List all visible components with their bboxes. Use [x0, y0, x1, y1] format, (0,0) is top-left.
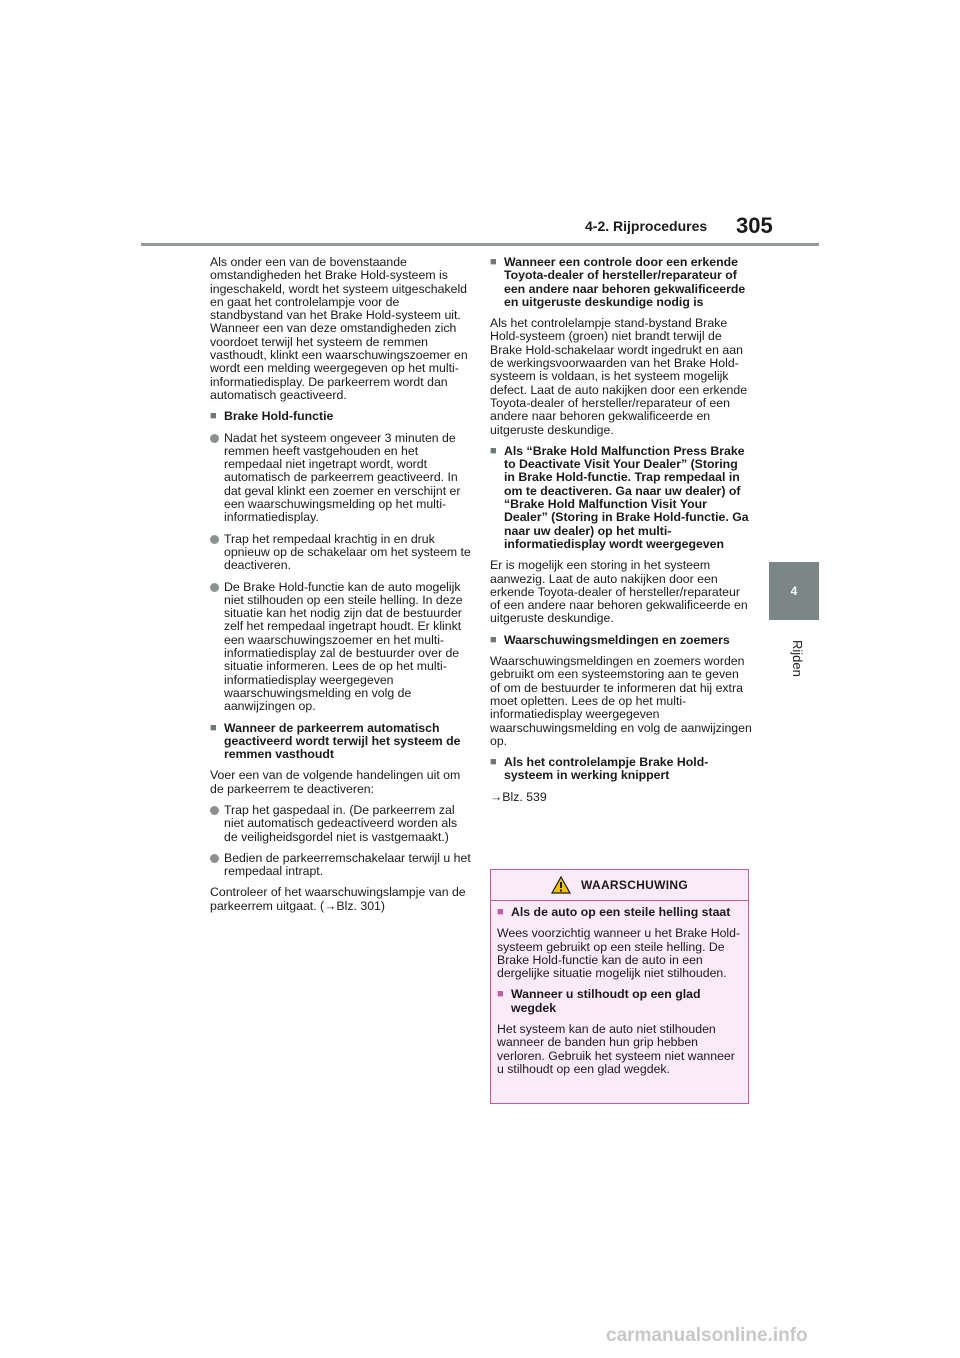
list-item-text: De Brake Hold-functie kan de auto mogelijk niet stilhouden op een steile helling. In deze situatie kan het nodig zijn dat de bestuurder zelf het rempedaal ingetrapt houdt. Er klinkt een waarschuwingszoemer en het multi-informatiedisplay zal de bestuurder over de situatie informeren. Lees de op het multi-informatiedisplay weergegeven waarschuwingsmelding en volg de aanwijzingen op.	[224, 579, 463, 714]
heading-text: Wanneer u stilhoudt op een glad wegdek	[511, 987, 701, 1015]
left-column	[210, 256, 472, 921]
heading-text: Als “Brake Hold Malfunction Press Brake to Deactivate Visit Your Dealer” (Storing in Brake Hold-functie. Trap rempedaal in om te deactiveren. Ga naar uw dealer) of “Brake Hold Malfunction Visit Your Dealer” (Storing in Brake Hold-functie. Ga naar uw dealer) op het multi-informatiedisplay wordt weergegeven	[504, 443, 749, 551]
section-heading	[490, 445, 752, 551]
list-item-text: Trap het gaspedaal in. (De parkeerrem zal niet automatisch gedeactiveerd worden als de veiligheidsgordel niet is vastgemaakt.)	[224, 802, 458, 844]
bullet-dot-icon	[210, 581, 224, 714]
section-heading	[210, 410, 472, 423]
page-reference-paragraph: Controleer of het waarschuwingslampje van de parkeerrem uitgaat. (→Blz. 301)	[210, 885, 466, 913]
intro-paragraph: Als onder een van de bovenstaande omstandigheden het Brake Hold-systeem is ingeschakeld, wordt het systeem uitgeschakeld en gaat het controlelampje voor de standbystand van het Brake Hold-systeem uit. Wanneer een van deze omstandigheden zich voordoet terwijl het systeem de remmen vasthoudt, klinkt een waarschuwingszoemer en wordt een melding weergegeven op het multi-informatiedisplay. De parkeerrem wordt dan automatisch geactiveerd.	[210, 255, 468, 402]
square-bullet-icon: ■	[490, 444, 497, 457]
section-paragraph: Waarschuwingsmeldingen en zoemers worden gebruikt om een systeemstoring aan te geven of om de bestuurder te informeren dat hij extra moet opletten. Lees de op het multi-informatiedisplay weergegeven waarschuwingsmelding en volg de aanwijzingen op.	[490, 654, 752, 748]
footer-watermark[interactable]: carmanualsonline.info	[606, 1325, 808, 1346]
bullet-dot-icon	[210, 533, 224, 573]
list-item-text: Trap het rempedaal krachtig in en druk opnieuw op de schakelaar om het systeem te deactiveren.	[224, 531, 471, 573]
warning-body	[491, 901, 748, 1076]
bullet-dot-icon	[210, 852, 224, 879]
warning-item-body: Wees voorzichtig wanneer u het Brake Hold-systeem gebruikt op een steile helling. De Brake Hold-functie kan de auto in een dergelijke situatie mogelijk niet stilhouden.	[497, 926, 741, 981]
heading-text: Waarschuwingsmeldingen en zoemers	[504, 632, 730, 647]
heading-text: Wanneer een controle door een erkende Toyota-dealer of hersteller/reparateur of een andere naar behoren gekwalificeerde en uitgeruste deskundige nodig is	[504, 255, 746, 309]
bullet-dot-icon	[210, 432, 224, 525]
warning-item-heading	[497, 988, 742, 1015]
square-bullet-icon: ■	[490, 256, 497, 268]
list-item	[210, 432, 472, 525]
section-paragraph: Voer een van de volgende handelingen uit om de parkeerrem te deactiveren:	[210, 768, 461, 796]
chapter-title: Rijden	[790, 640, 805, 677]
heading-text: Als de auto op een steile helling staat	[511, 905, 731, 919]
section-paragraph: Als het controlelampje stand-bystand Brake Hold-systeem (groen) niet brandt terwijl de Brake Hold-schakelaar wordt ingedrukt en aan de werkingsvoorwaarden van het Brake Hold-systeem is voldaan, is het systeem mogelijk defect. Laat de auto nakijken door een erkende Toyota-dealer of hersteller/reparateur of een andere naar behoren gekwalificeerde en uitgeruste deskundige.	[490, 316, 748, 437]
section-paragraph: Er is mogelijk een storing in het systeem aanwezig. Laat de auto nakijken door een erkende Toyota-dealer of hersteller/reparateur of een andere naar behoren gekwalificeerde en uitgeruste deskundige.	[490, 558, 748, 626]
list-item	[210, 581, 472, 714]
square-bullet-icon: ■	[497, 988, 504, 1001]
list-item-text: Nadat het systeem ongeveer 3 minuten de remmen heeft vastgehouden en het rempedaal niet ingetrapt wordt, wordt automatisch de parkeerrem geactiveerd. In dat geval klinkt een zoemer en verschijnt er een waarschuwingsmelding op het multi-informatiedisplay.	[224, 430, 461, 525]
section-heading	[490, 634, 752, 647]
page-number: 305	[736, 213, 773, 238]
warning-item-body: Het systeem kan de auto niet stilhouden wanneer de banden hun grip hebben verloren. Gebruik het systeem niet wanneer u stilhoudt op een glad wegdek.	[497, 1022, 735, 1076]
section-heading	[490, 256, 752, 309]
warning-box	[490, 869, 749, 1104]
heading-text: Brake Hold-functie	[224, 409, 334, 424]
square-bullet-icon: ■	[210, 410, 217, 423]
bullet-dot-icon	[210, 804, 224, 844]
square-bullet-icon: ■	[497, 906, 504, 918]
chapter-tab: 4	[769, 562, 819, 620]
list-item	[210, 533, 472, 573]
page-reference-paragraph: →Blz. 539	[490, 789, 547, 804]
list-item	[210, 804, 472, 844]
heading-text: Als het controlelampje Brake Hold-systeem in werking knippert	[504, 755, 709, 783]
list-item-text: Bedien de parkeerremschakelaar terwijl u het rempedaal intrapt.	[224, 850, 471, 879]
section-heading	[210, 722, 472, 762]
section-heading	[490, 756, 752, 783]
header-divider	[141, 243, 819, 246]
right-column	[490, 256, 752, 812]
heading-text: Wanneer de parkeerrem automatisch geactiveerd wordt terwijl het systeem de remmen vasthoudt	[224, 720, 461, 762]
list-item	[210, 852, 472, 879]
warning-item-heading	[497, 906, 742, 919]
square-bullet-icon: ■	[210, 721, 217, 734]
warning-triangle-icon	[551, 876, 571, 894]
section-title: 4-2. Rijprocedures	[585, 218, 708, 234]
warning-header	[491, 870, 748, 901]
square-bullet-icon: ■	[490, 756, 497, 769]
warning-title: WAARSCHUWING	[581, 878, 688, 892]
square-bullet-icon: ■	[490, 633, 497, 646]
